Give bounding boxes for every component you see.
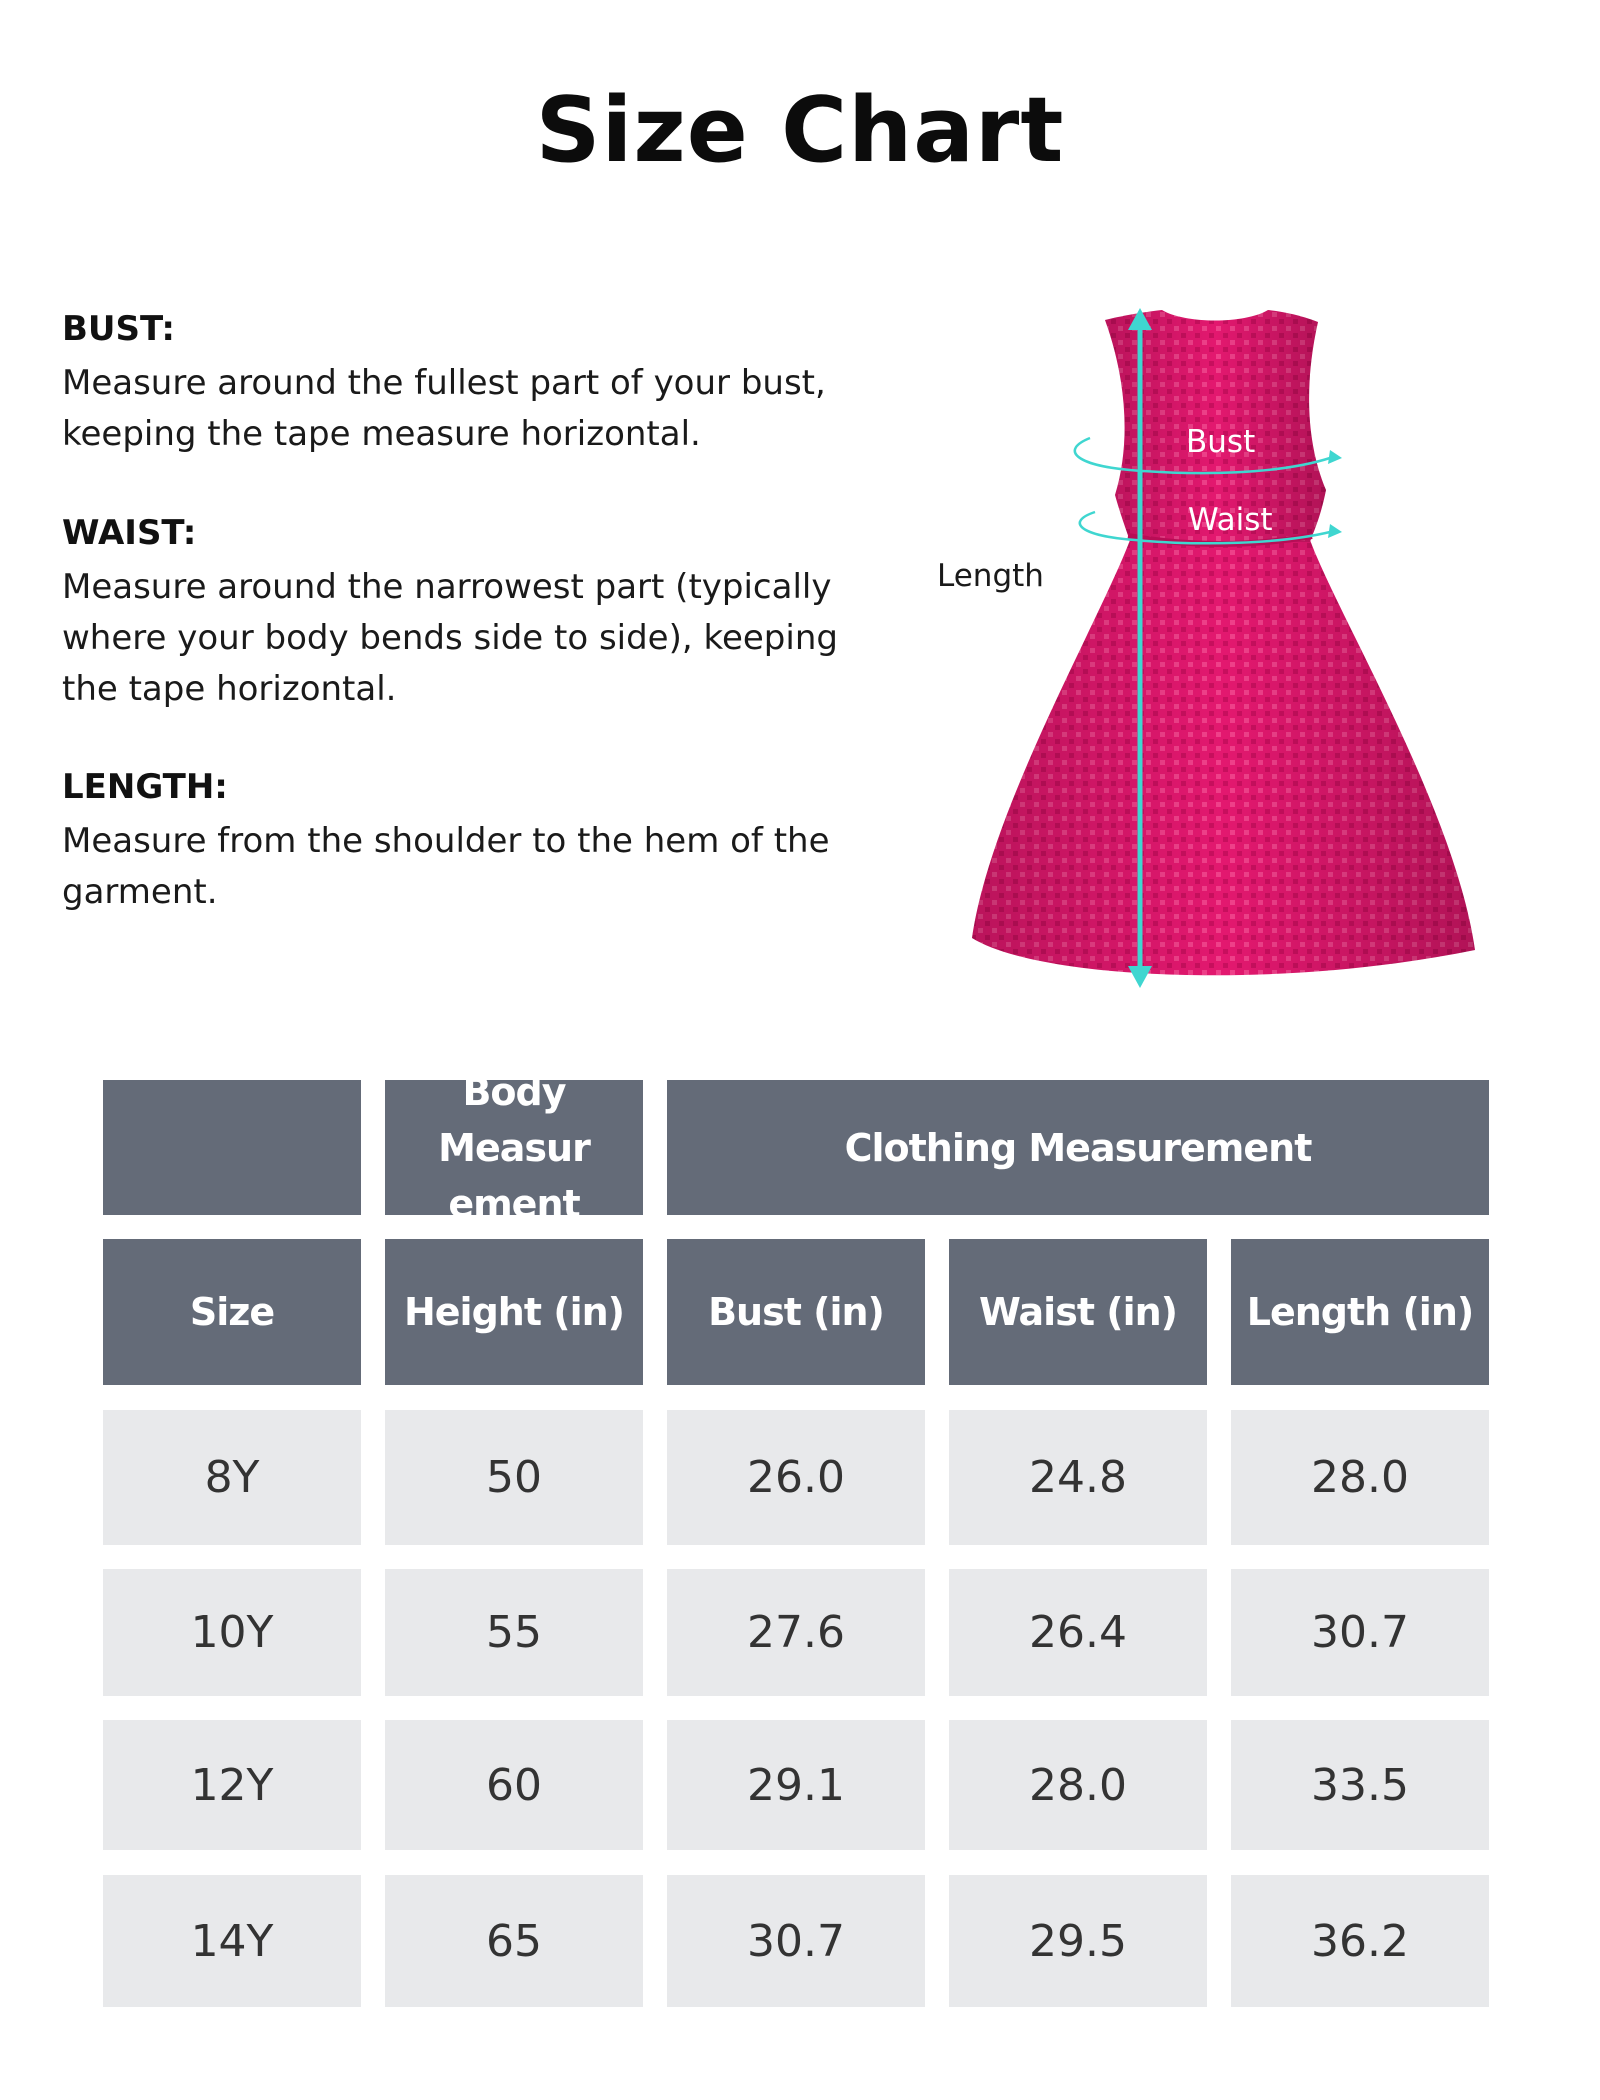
table-cell: 60 xyxy=(385,1720,643,1850)
header-clothing-measurement: Clothing Measurement xyxy=(667,1080,1489,1215)
table-cell: 28.0 xyxy=(949,1720,1207,1850)
bust-heading: BUST: xyxy=(62,309,175,349)
length-text: Measure from the shoulder to the hem of the garment. xyxy=(62,821,830,912)
length-heading: LENGTH: xyxy=(62,767,228,807)
dress-diagram xyxy=(900,290,1520,1010)
length-label: Length xyxy=(937,558,1044,594)
table-cell: 65 xyxy=(385,1875,643,2007)
column-header-waist: Waist (in) xyxy=(949,1239,1207,1385)
column-header-length: Length (in) xyxy=(1231,1239,1489,1385)
table-cell: 14Y xyxy=(103,1875,361,2007)
table-cell: 55 xyxy=(385,1569,643,1696)
table-cell: 10Y xyxy=(103,1569,361,1696)
table-cell: 29.1 xyxy=(667,1720,925,1850)
table-cell: 28.0 xyxy=(1231,1410,1489,1545)
table-cell: 50 xyxy=(385,1410,643,1545)
table-cell: 29.5 xyxy=(949,1875,1207,2007)
table-cell: 30.7 xyxy=(667,1875,925,2007)
table-cell: 33.5 xyxy=(1231,1720,1489,1850)
table-cell: 27.6 xyxy=(667,1569,925,1696)
waist-instructions xyxy=(62,510,882,715)
bust-text: Measure around the fullest part of your bust, keeping the tape measure horizontal. xyxy=(62,363,826,454)
column-header-size: Size xyxy=(103,1239,361,1385)
header-empty xyxy=(103,1080,361,1215)
table-cell: 26.0 xyxy=(667,1410,925,1545)
header-body-measurement: Body Measur ement xyxy=(385,1080,643,1215)
dress-illustration-icon xyxy=(900,290,1520,1010)
waist-label: Waist xyxy=(1188,502,1273,538)
page-title: Size Chart xyxy=(535,78,1065,183)
column-header-bust: Bust (in) xyxy=(667,1239,925,1385)
table-cell: 12Y xyxy=(103,1720,361,1850)
bust-label: Bust xyxy=(1186,424,1256,460)
waist-heading: WAIST: xyxy=(62,513,197,553)
length-instructions xyxy=(62,764,882,918)
table-cell: 8Y xyxy=(103,1410,361,1545)
waist-text: Measure around the narrowest part (typically where your body bends side to side), keeping the tape horizontal. xyxy=(62,567,838,709)
column-header-height: Height (in) xyxy=(385,1239,643,1385)
table-cell: 26.4 xyxy=(949,1569,1207,1696)
table-cell: 30.7 xyxy=(1231,1569,1489,1696)
bust-instructions xyxy=(62,306,882,460)
table-cell: 24.8 xyxy=(949,1410,1207,1545)
table-cell: 36.2 xyxy=(1231,1875,1489,2007)
